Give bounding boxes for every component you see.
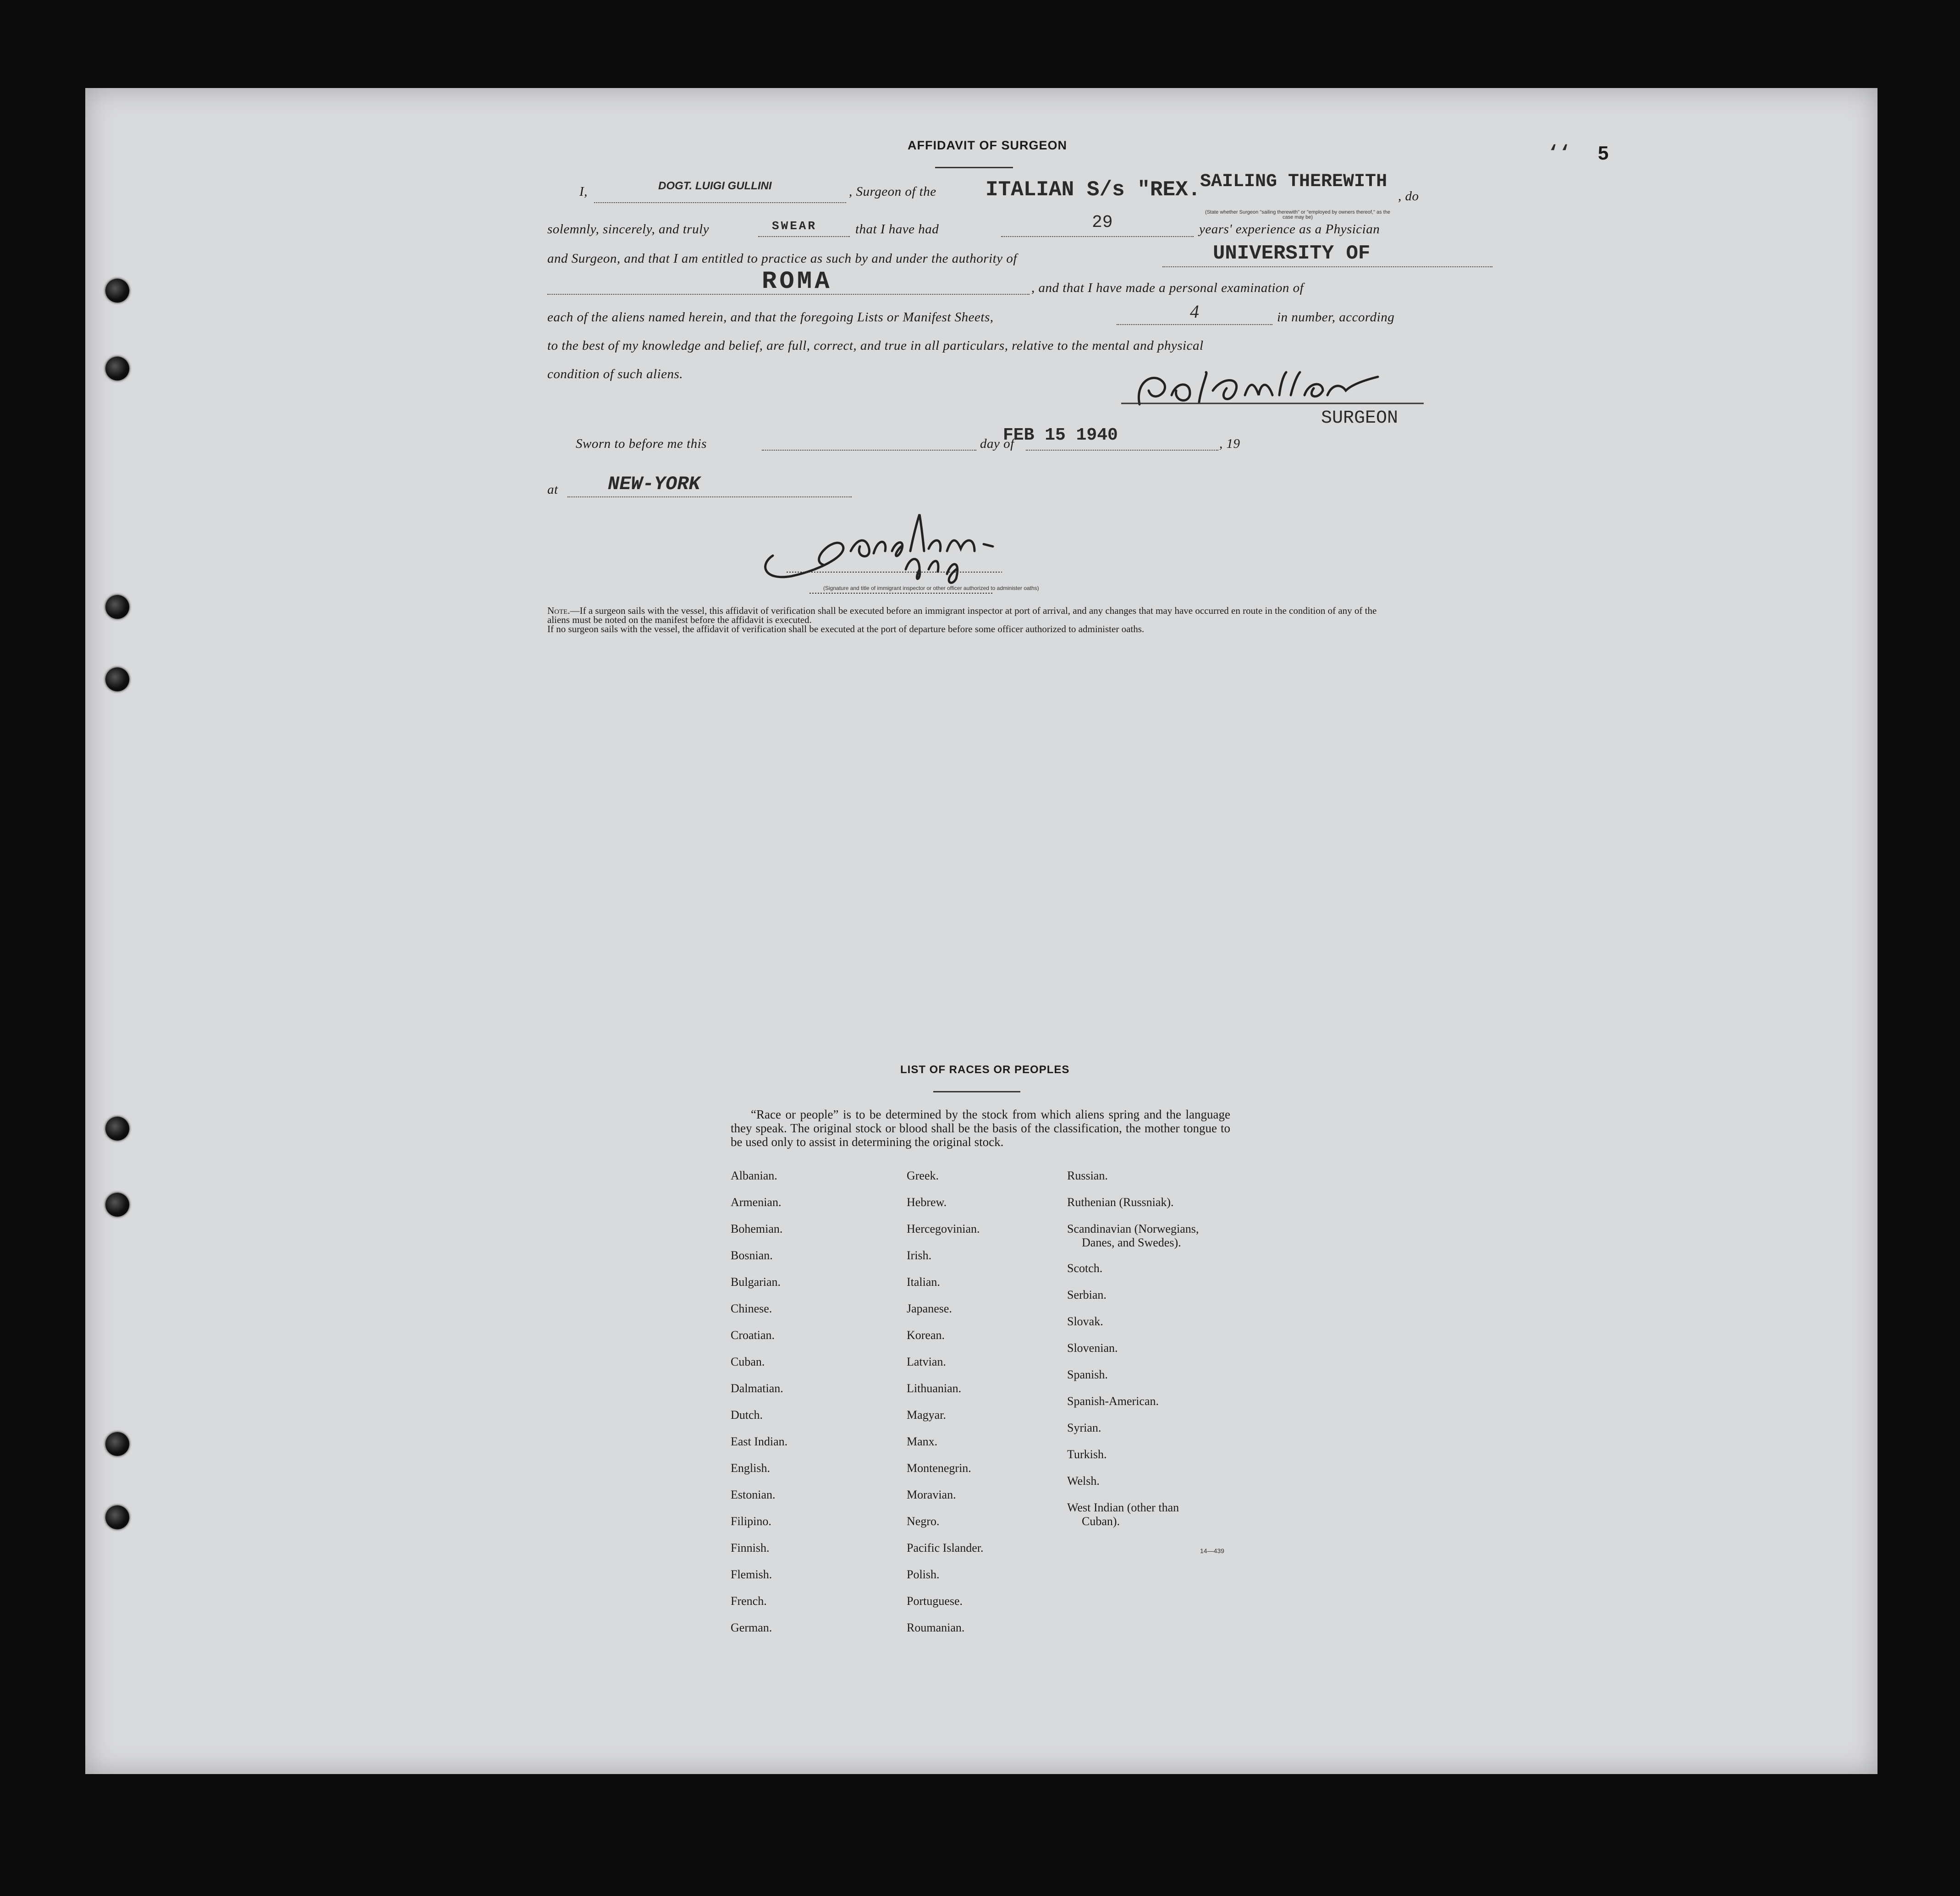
years-value: 29 <box>1092 213 1113 232</box>
race-item: Bosnian. <box>731 1249 773 1262</box>
race-item: Russian. <box>1067 1169 1108 1182</box>
place-line <box>567 496 852 497</box>
sheets-value: 4 <box>1190 301 1199 322</box>
race-item: Moravian. <box>907 1488 956 1501</box>
race-item: Korean. <box>907 1328 945 1342</box>
races-intro: “Race or people” is to be determined by the stock from which aliens spring and the language they speak. The original stock or blood shall be the basis of the classification, the mother tongue to be used only to assist in determining the original stock. <box>731 1108 1230 1149</box>
text-condition: condition of such aliens. <box>547 367 683 381</box>
surgeon-signature <box>1121 363 1451 413</box>
race-item: Bohemian. <box>731 1222 783 1235</box>
race-item: Montenegrin. <box>907 1461 971 1475</box>
race-item: German. <box>731 1621 772 1634</box>
race-item: Spanish. <box>1067 1368 1108 1381</box>
race-item: Greek. <box>907 1169 939 1182</box>
punch-hole <box>105 667 129 691</box>
race-item: Magyar. <box>907 1408 946 1422</box>
document-sheet <box>85 88 1877 1774</box>
race-item: Chinese. <box>731 1302 772 1315</box>
punch-hole <box>105 595 129 619</box>
race-item: Japanese. <box>907 1302 952 1315</box>
race-item: Irish. <box>907 1249 932 1262</box>
race-item: Filipino. <box>731 1515 771 1528</box>
race-item: East Indian. <box>731 1435 788 1448</box>
text-each-aliens: each of the aliens named herein, and that the foregoing Lists or Manifest Sheets, <box>547 310 994 325</box>
punch-hole <box>105 1432 129 1456</box>
race-item: Slovak. <box>1067 1315 1103 1328</box>
years-line <box>1001 236 1194 237</box>
authority-stamp: UNIVERSITY OF <box>1213 242 1371 265</box>
race-item: Portuguese. <box>907 1594 963 1608</box>
title-rule <box>935 167 1013 168</box>
text-surgeon-of: , Surgeon of the <box>849 184 936 199</box>
race-item: Turkish. <box>1067 1448 1107 1461</box>
vessel-stamp: ITALIAN S/s "REX. <box>986 178 1201 202</box>
form-number: 14—439 <box>1200 1547 1224 1554</box>
surgeon-status-caption: (State whether Surgeon "sailing therewith" or "employed by owners thereof," as the case may be) <box>1205 209 1390 220</box>
race-item: Roumanian. <box>907 1621 965 1634</box>
note-text-1: —If a surgeon sails with the vessel, this affidavit of verification shall be executed before an immigrant inspector at port of arrival, and any changes that may have occurred en route in the condition of any of the aliens must be noted on the manifest before the affidavit is executed. <box>547 605 1377 625</box>
text-19: , 19 <box>1219 436 1240 451</box>
swear-stamp: SWEAR <box>772 219 817 233</box>
inspector-signature <box>754 501 1002 597</box>
race-item: Cuban). <box>1082 1515 1120 1528</box>
race-item: French. <box>731 1594 767 1608</box>
race-item: Italian. <box>907 1275 940 1289</box>
race-item: Hebrew. <box>907 1196 947 1209</box>
punch-hole <box>105 1505 129 1529</box>
authority-line <box>1162 266 1492 267</box>
text-years-exp: years' experience as a Physician <box>1199 222 1380 237</box>
race-item: Scotch. <box>1067 1262 1103 1275</box>
race-item: Pacific Islander. <box>907 1541 984 1554</box>
punch-hole <box>105 1117 129 1141</box>
text-solemnly: solemnly, sincerely, and truly <box>547 222 710 237</box>
race-item: Ruthenian (Russniak). <box>1067 1196 1174 1209</box>
punch-hole <box>105 1193 129 1217</box>
text-and-surgeon: and Surgeon, and that I am entitled to practice as such by and under the authority of <box>547 251 1017 266</box>
race-item: Welsh. <box>1067 1474 1100 1488</box>
races-title: LIST OF RACES OR PEOPLES <box>900 1064 1070 1076</box>
race-item: Hercegovinian. <box>907 1222 980 1235</box>
page-number: 5 <box>1598 142 1609 164</box>
race-item: Latvian. <box>907 1355 946 1368</box>
place-stamp: NEW-YORK <box>608 473 700 495</box>
race-item: Flemish. <box>731 1568 772 1581</box>
race-item: Albanian. <box>731 1169 777 1182</box>
race-item: Bulgarian. <box>731 1275 781 1289</box>
surgeon-name: DOGT. LUIGI GULLINI <box>658 180 772 192</box>
races-column-2 <box>907 1169 984 1648</box>
race-item: Croatian. <box>731 1328 775 1342</box>
race-item: Slovenian. <box>1067 1341 1118 1355</box>
races-column-1 <box>731 1169 787 1648</box>
corner-marks: ‘‘ <box>1547 142 1571 164</box>
race-item: Estonian. <box>731 1488 776 1501</box>
text-do: , do <box>1398 189 1419 204</box>
date-stamp: FEB 15 1940 <box>1003 425 1118 445</box>
race-item: Cuban. <box>731 1355 765 1368</box>
race-item: Scandinavian (Norwegians, <box>1067 1222 1199 1235</box>
race-item: Lithuanian. <box>907 1382 962 1395</box>
race-item: West Indian (other than <box>1067 1501 1179 1514</box>
race-item: Finnish. <box>731 1541 770 1554</box>
note-label: Note. <box>547 605 570 616</box>
swear-line <box>758 236 850 237</box>
sworn-day-line <box>762 449 976 451</box>
sailing-stamp: SAILING THEREWITH <box>1200 171 1387 192</box>
inspector-caption: (Signature and title of immigrant inspector or other officer authorized to administer oaths) <box>823 585 1039 591</box>
affidavit-title: AFFIDAVIT OF SURGEON <box>908 138 1067 152</box>
surgeon-label-stamp: SURGEON <box>1321 408 1398 429</box>
race-item: Negro. <box>907 1515 940 1528</box>
surgeon-name-line <box>594 202 846 203</box>
race-item: Serbian. <box>1067 1288 1107 1301</box>
text-best-knowledge: to the best of my knowledge and belief, are full, correct, and true in all particulars, relative to the mental and physical <box>547 338 1204 353</box>
races-title-rule <box>933 1091 1020 1092</box>
race-item: Dalmatian. <box>731 1382 783 1395</box>
sheets-line <box>1117 324 1272 325</box>
text-day-of: day of <box>980 436 1014 451</box>
text-at: at <box>547 482 558 497</box>
race-item: Dutch. <box>731 1408 763 1422</box>
authority-stamp-2: ROMA <box>762 268 832 296</box>
race-item: Armenian. <box>731 1196 782 1209</box>
race-item: English. <box>731 1461 770 1475</box>
text-personal-exam: , and that I have made a personal examination of <box>1031 281 1304 295</box>
punch-hole <box>105 279 129 303</box>
note-paragraph <box>547 606 1391 634</box>
race-item: Syrian. <box>1067 1421 1101 1434</box>
text-that-had: that I have had <box>855 222 939 237</box>
races-column-3 <box>1067 1169 1199 1528</box>
text-sworn: Sworn to before me this <box>576 436 707 451</box>
sworn-date-line <box>1026 449 1218 451</box>
text-in-number: in number, according <box>1277 310 1395 325</box>
race-item: Spanish-American. <box>1067 1394 1159 1408</box>
race-item: Polish. <box>907 1568 940 1581</box>
note-text-2: If no surgeon sails with the vessel, the affidavit of verification shall be executed at the port of departure before some officer authorized to administer oaths. <box>547 623 1145 634</box>
punch-hole <box>105 357 129 380</box>
text-i: I, <box>579 184 588 199</box>
race-item: Manx. <box>907 1435 938 1448</box>
race-item: Danes, and Swedes). <box>1082 1236 1181 1249</box>
